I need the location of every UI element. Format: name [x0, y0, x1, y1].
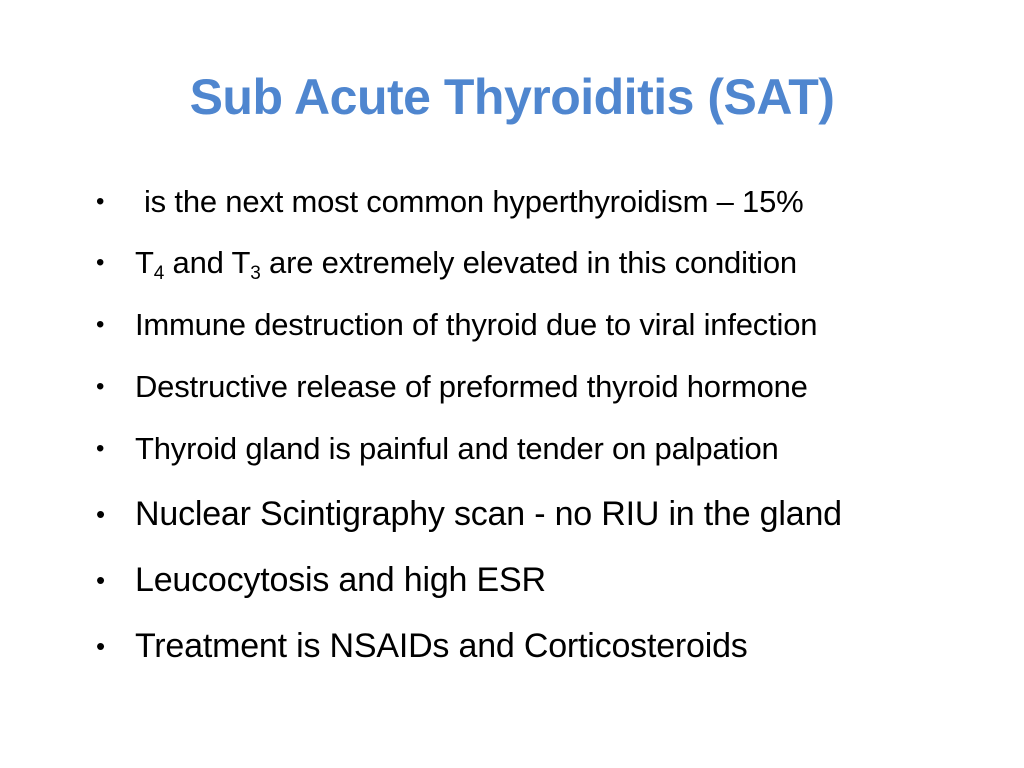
subscript: 3 — [250, 263, 261, 284]
bullet-text: Nuclear Scintigraphy scan - no RIU in the gland — [135, 495, 842, 533]
bullet-item — [0, 622, 1000, 670]
bullet-marker: • — [96, 565, 105, 595]
bullet-text: Destructive release of preformed thyroid hormone — [135, 369, 808, 404]
bullet-text: is the next most common hyperthyroidism – 15% — [144, 184, 804, 219]
bullet-text-part: are extremely elevated in this condition — [260, 245, 797, 280]
bullet-text: Immune destruction of thyroid due to viral infection — [135, 307, 818, 342]
bullet-text — [135, 241, 797, 285]
bullet-text: Thyroid gland is painful and tender on palpation — [135, 431, 779, 466]
slide-title: Sub Acute Thyroiditis (SAT) — [189, 69, 835, 125]
bullet-marker: • — [96, 311, 105, 338]
bullet-text-part: and T — [164, 245, 251, 280]
bullet-marker: • — [96, 631, 105, 661]
subscript: 4 — [153, 263, 165, 284]
bullet-item — [0, 241, 1000, 285]
bullet-text-part: T — [135, 245, 154, 280]
bullet-marker: • — [96, 435, 105, 462]
bullet-item — [0, 303, 1000, 347]
bullet-text: Leucocytosis and high ESR — [135, 561, 546, 599]
bullet-marker: • — [96, 373, 105, 400]
bullet-marker: • — [96, 499, 105, 529]
bullet-marker: • — [96, 249, 105, 276]
bullet-item — [0, 556, 1000, 604]
bullet-item — [0, 427, 1000, 471]
bullet-marker: • — [96, 188, 105, 215]
bullet-item — [0, 490, 1000, 538]
bullet-text: Treatment is NSAIDs and Corticosteroids — [135, 627, 748, 665]
bullet-item — [0, 365, 1000, 409]
bullet-item — [0, 180, 1000, 224]
